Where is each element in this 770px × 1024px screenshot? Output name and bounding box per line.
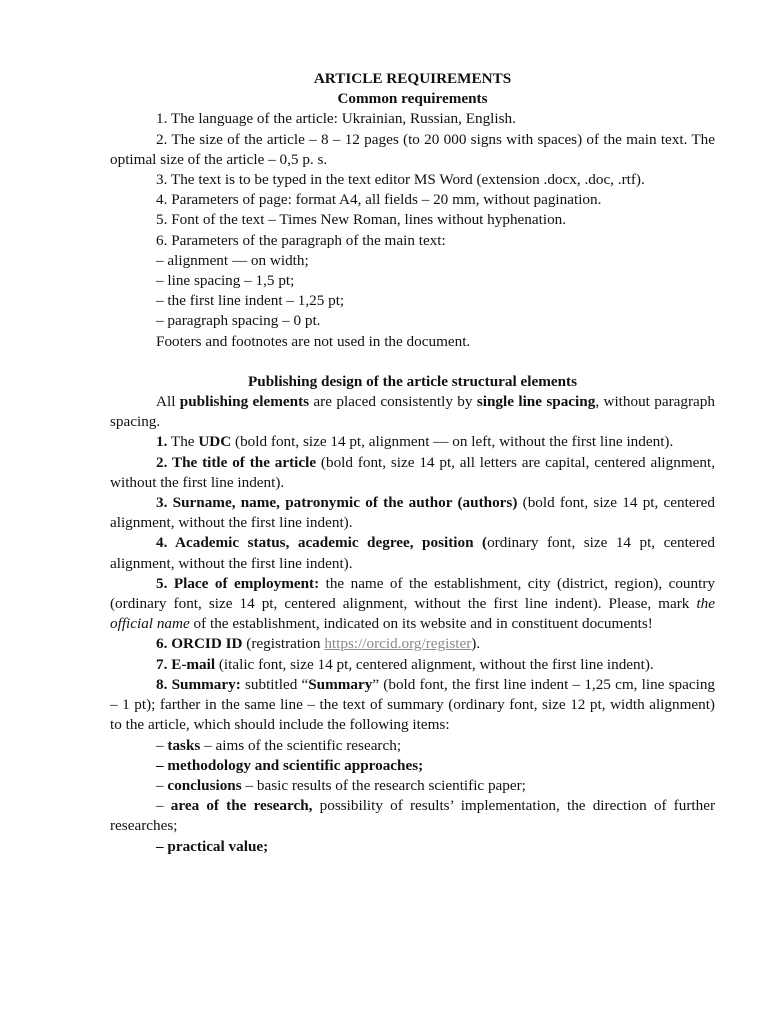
element-summary — [110, 675, 715, 736]
text: The — [167, 433, 199, 451]
common-item-4: 4. Parameters of page: format A4, all fields – 20 mm, without pagination. — [156, 191, 602, 209]
paragraph-param-spacing: – line spacing – 1,5 pt; — [156, 272, 295, 290]
text: , without paragraph spacing. — [110, 393, 715, 431]
text-bold: 5. Place of employment: — [156, 574, 320, 592]
text-bold: single line spacing — [476, 393, 596, 411]
element-email — [110, 655, 715, 675]
element-employment — [110, 574, 715, 635]
summary-item-practical-value — [110, 837, 715, 857]
design-intro — [110, 392, 715, 432]
element-academic-status — [110, 533, 715, 573]
text: – — [156, 776, 168, 794]
text: All — [156, 393, 180, 411]
text-bold: 8. Summary: — [156, 675, 241, 693]
text-bold: conclusions — [167, 776, 242, 794]
page-title: ARTICLE REQUIREMENTS — [313, 70, 512, 87]
text-bold: tasks — [167, 736, 201, 754]
text-bold: 6. ORCID ID — [156, 635, 243, 653]
text-italic: the official name — [110, 595, 715, 633]
text-bold: 2. The title of the article — [156, 453, 317, 471]
text-bold: – methodology and scientific approaches; — [156, 756, 424, 774]
text: – basic results of the research scientific paper; — [241, 776, 526, 794]
summary-item-area — [110, 796, 715, 836]
text-bold: 1. — [156, 433, 168, 451]
document-page — [110, 69, 715, 857]
text-bold: area of the research, — [170, 797, 313, 815]
text: (bold font, size 14 pt, alignment — on left, without the first line indent). — [231, 433, 674, 451]
text: ordinary font, size 14 pt, centered alignment, without the first line indent). — [110, 534, 715, 572]
section-heading-common: Common requirements — [337, 90, 488, 108]
text: possibility of results’ implementation, the direction of further researches; — [110, 797, 716, 835]
text-bold: – practical value; — [156, 837, 269, 855]
text: ). — [471, 635, 481, 653]
orcid-register-link[interactable]: https://orcid.org/register — [324, 635, 472, 653]
paragraph-param-paragraph-spacing: – paragraph spacing – 0 pt. — [156, 312, 321, 330]
summary-item-tasks — [110, 736, 715, 756]
spacer — [110, 352, 715, 372]
summary-item-methodology — [110, 756, 715, 776]
paragraph-param-alignment: – alignment — on width; — [156, 251, 309, 269]
text: subtitled “ — [240, 675, 309, 693]
common-item-6: 6. Parameters of the paragraph of the main text: — [156, 231, 446, 249]
text: (bold font, size 14 pt, all letters are capital, centered alignment, without the first line indent). — [110, 453, 715, 491]
text: (italic font, size 14 pt, centered alignment, without the first line indent). — [215, 655, 654, 673]
element-orcid — [110, 634, 715, 654]
text: (registration — [242, 635, 325, 653]
summary-item-conclusions — [110, 776, 715, 796]
text: ” (bold font, the first line indent – 1,25 cm, line spacing – 1 pt); farther in the same line – the text of summary (ordinary font, size 12 pt, width alignment) to the article, which should include the following items: — [110, 675, 716, 734]
section-heading-design: Publishing design of the article structural elements — [247, 372, 578, 390]
text-bold: Summary — [308, 675, 373, 693]
text: the name of the establishment, city (district, region), country (ordinary font, size 14 pt, centered alignment, without the first line indent). Please, mark — [110, 574, 715, 613]
element-title — [110, 453, 715, 493]
common-item-1: 1. The language of the article: Ukrainian, Russian, English. — [156, 110, 516, 128]
text-bold: 3. Surname, name, patronymic of the author (authors) — [156, 494, 518, 512]
text: are placed consistently by — [309, 393, 477, 411]
footers-note: Footers and footnotes are not used in the document. — [156, 332, 471, 350]
text: – aims of the scientific research; — [200, 736, 402, 754]
common-item-2: 2. The size of the article – 8 – 12 pages (to 20 000 signs with spaces) of the main text. The optimal size of the article – 0,5 p. s. — [110, 130, 715, 168]
text: (bold font, size 14 pt, centered alignment, without the first line indent). — [110, 494, 715, 532]
element-author — [110, 493, 715, 533]
element-udc — [110, 432, 715, 452]
text: of the establishment, indicated on its website and in constituent documents! — [189, 615, 653, 633]
text: – — [156, 797, 171, 815]
common-item-3: 3. The text is to be typed in the text editor MS Word (extension .docx, .doc, .rtf). — [156, 171, 645, 189]
text: – — [156, 736, 168, 754]
text-bold: UDC — [198, 433, 232, 451]
text-bold: 7. E-mail — [156, 655, 216, 673]
text-bold: publishing elements — [179, 393, 310, 411]
paragraph-param-indent: – the first line indent – 1,25 pt; — [156, 292, 345, 310]
text-bold: 4. Academic status, academic degree, position ( — [156, 534, 488, 552]
common-item-5: 5. Font of the text – Times New Roman, lines without hyphenation. — [156, 211, 567, 229]
